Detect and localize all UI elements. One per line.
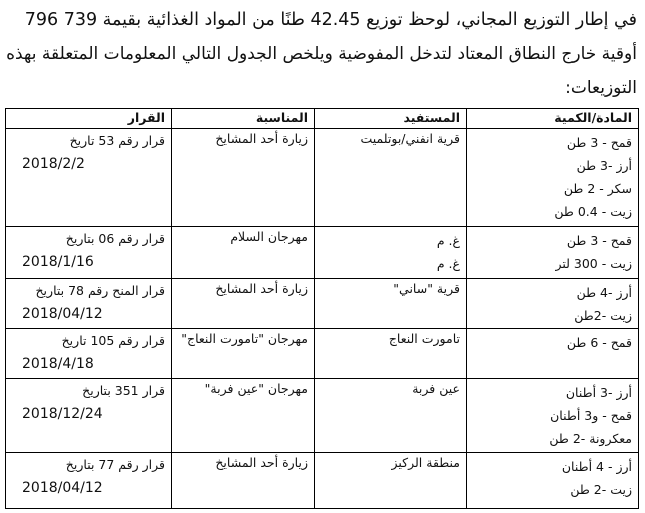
decision-date: 2018/12/24 <box>22 406 103 422</box>
material-item: قمح - 3 طن <box>566 135 632 150</box>
decision-number: قرار رقم 53 تاريخ <box>69 133 165 148</box>
decision-date: 2018/04/12 <box>22 306 103 322</box>
occasion-cell: مهرجان السلام <box>172 227 315 279</box>
material-cell <box>467 279 639 329</box>
distributions-table <box>5 108 639 509</box>
decision-number: قرار المنح رقم 78 بتاريخ <box>35 283 165 298</box>
material-item: أرز -4 طن <box>576 285 632 300</box>
decision-number: قرار رقم 06 بتاريخ <box>65 231 165 246</box>
occasion-cell: زيارة أحد المشايخ <box>172 129 315 227</box>
decision-cell <box>6 379 172 453</box>
beneficiary-item: غ. م <box>436 233 460 248</box>
material-item: زيت - 0.4 طن <box>554 204 632 219</box>
decision-date: 2018/4/18 <box>22 356 94 372</box>
occasion-cell: مهرجان "تامورت النعاج" <box>172 329 315 379</box>
beneficiary-cell: قرية "ساني" <box>315 279 467 329</box>
table-row <box>6 129 639 227</box>
header-decision: القرار <box>6 109 172 129</box>
beneficiary-cell: قرية انفني/بوتلميت <box>315 129 467 227</box>
decision-cell <box>6 453 172 509</box>
occasion-cell: زيارة أحد المشايخ <box>172 453 315 509</box>
decision-cell <box>6 129 172 227</box>
material-item: قمح - و3 أطنان <box>550 408 632 423</box>
material-item: أرز -3 أطنان <box>565 385 632 400</box>
intro-line-1: في إطار التوزيع المجاني، لوحظ توزيع 42.45 طنًا من المواد الغذائية بقيمة 739 796 <box>24 10 637 30</box>
beneficiary-cell: منطقة الركيز <box>315 453 467 509</box>
material-item: زيت -2 طن <box>570 482 632 497</box>
decision-number: قرار رقم 105 تاريخ <box>61 333 165 348</box>
header-occasion: المناسبة <box>172 109 315 129</box>
table-row <box>6 379 639 453</box>
table-row <box>6 453 639 509</box>
table-row <box>6 279 639 329</box>
decision-cell <box>6 329 172 379</box>
material-cell <box>467 129 639 227</box>
beneficiary-cell <box>315 227 467 279</box>
material-item: أرز -3 طن <box>576 158 632 173</box>
header-material: المادة/الكمية <box>467 109 639 129</box>
material-item: أرز - 4 أطنان <box>561 459 632 474</box>
material-item: زيت -2طن <box>574 308 632 323</box>
material-cell <box>467 227 639 279</box>
material-item: معكرونة -2 طن <box>549 431 632 446</box>
beneficiary-item: غ. م <box>436 256 460 271</box>
intro-line-3: التوزيعات: <box>565 78 637 98</box>
decision-date: 2018/2/2 <box>22 156 85 172</box>
decision-date: 2018/04/12 <box>22 480 103 496</box>
header-beneficiary: المستفيد <box>315 109 467 129</box>
occasion-cell: زيارة أحد المشايخ <box>172 279 315 329</box>
decision-cell <box>6 279 172 329</box>
table-row <box>6 227 639 279</box>
beneficiary-cell: عين فربة <box>315 379 467 453</box>
decision-cell <box>6 227 172 279</box>
table-row <box>6 329 639 379</box>
material-cell <box>467 329 639 379</box>
beneficiary-cell: تامورت النعاج <box>315 329 467 379</box>
decision-number: قرار رقم 77 بتاريخ <box>65 457 165 472</box>
decision-date: 2018/1/16 <box>22 254 94 270</box>
material-item: قمح - 3 طن <box>566 233 632 248</box>
material-cell <box>467 379 639 453</box>
decision-number: قرار 351 بتاريخ <box>82 383 165 398</box>
intro-line-2: أوقية خارج النطاق المعتاد لتدخل المفوضية ويلخص الجدول التالي المعلومات المتعلقة بهذه <box>6 44 637 64</box>
material-item: زيت - 300 لتر <box>555 256 632 271</box>
table-header-row <box>6 109 639 129</box>
material-cell <box>467 453 639 509</box>
material-item: قمح - 6 طن <box>566 335 632 350</box>
occasion-cell: مهرجان "عين فربة" <box>172 379 315 453</box>
material-item: سكر - 2 طن <box>563 181 632 196</box>
